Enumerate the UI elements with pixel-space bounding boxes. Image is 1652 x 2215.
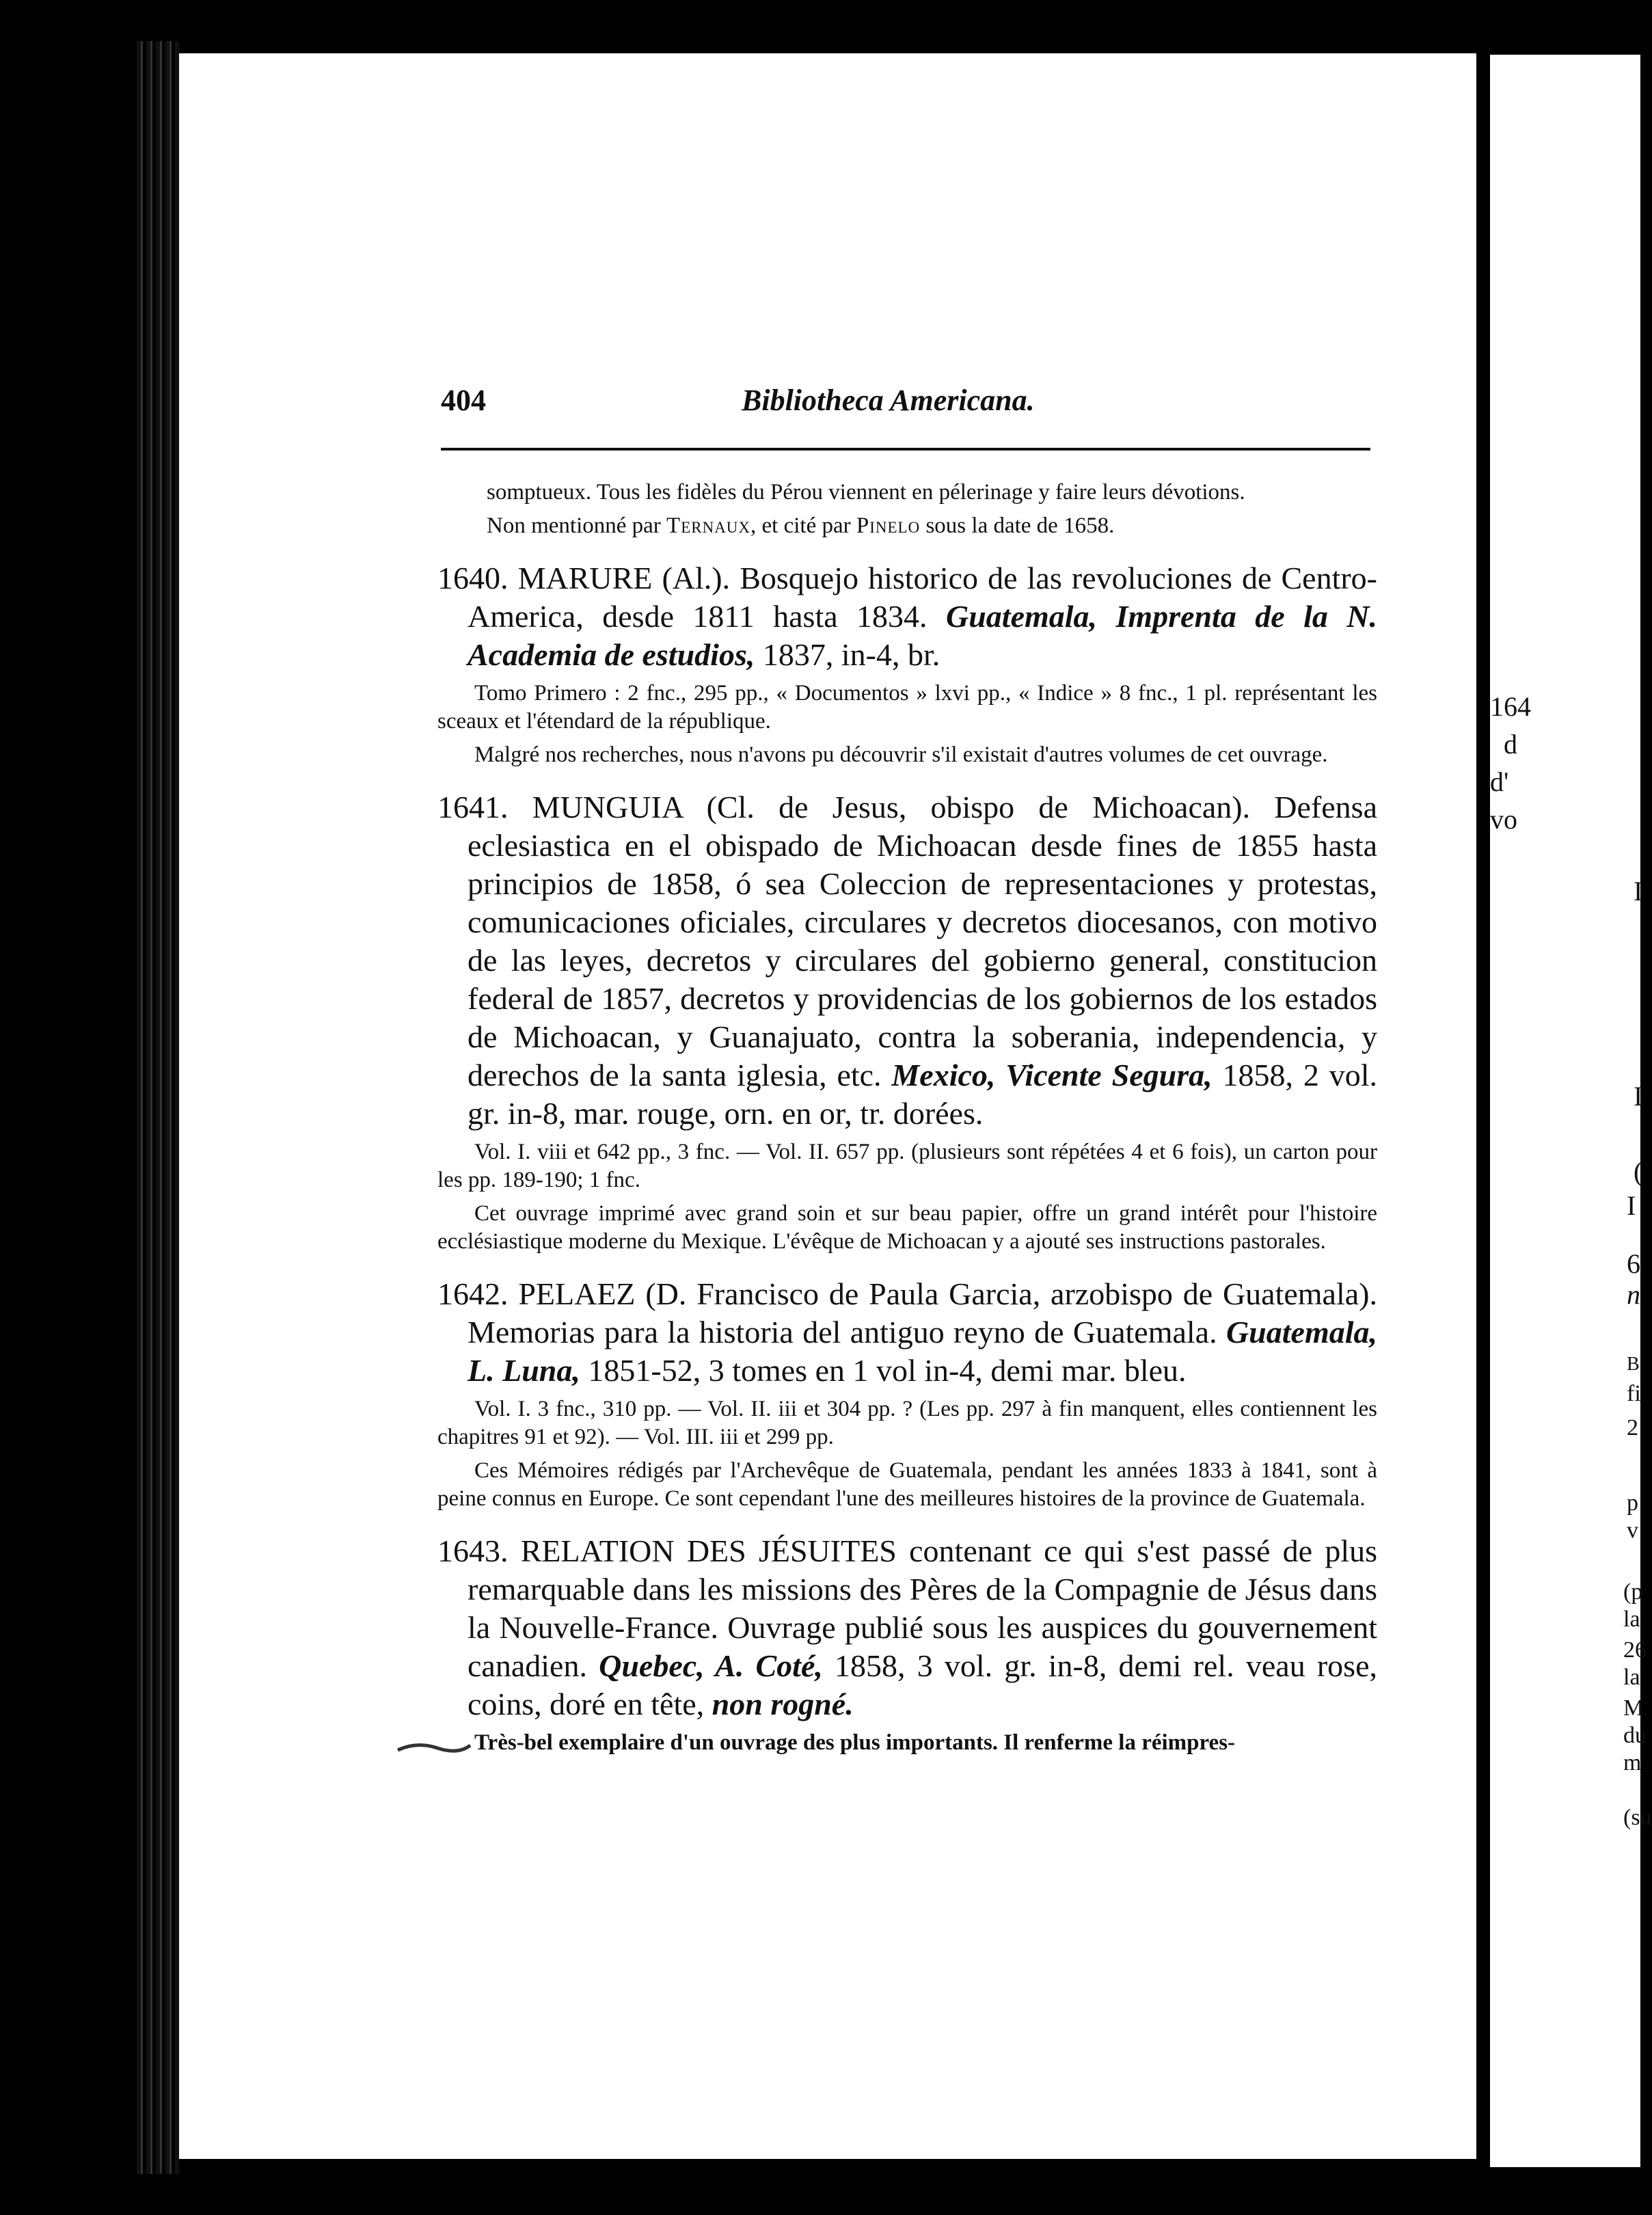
entry-note: Malgré nos recherches, nous n'avons pu découvrir s'il existait d'autres volumes de cet ouvrage. — [474, 742, 1328, 767]
entry-note: Cet ouvrage imprimé avec grand soin et sur beau papier, offre un grand intérêt pour l'histoire ecclésiastique moderne du Mexique. L'évêque de Michoacan y a ajouté ses instructions pastorales. — [437, 1201, 1377, 1254]
next-page-text: n — [1627, 1279, 1640, 1310]
entry-number: 1643. — [437, 1533, 509, 1568]
entry-format: 1858, 3 vol. gr. in-8, demi rel. veau rose, coins, doré en tête, — [468, 1648, 1377, 1721]
next-page-text: fi — [1627, 1381, 1641, 1406]
entry-imprint: Guatemala, Imprenta de la N. Academia de estudios, — [468, 599, 1377, 672]
next-page-text: vo — [1490, 804, 1517, 835]
entry-imprint: Quebec, A. Coté, — [599, 1648, 823, 1683]
next-page-text: m — [1623, 1750, 1642, 1775]
next-page-text: B — [1627, 1354, 1640, 1375]
entry-note: Vol. I. viii et 642 pp., 3 fnc. — Vol. II. 657 pp. (plusieurs sont répétées 4 et 6 fois), un carton pour les pp. 189-190; 1 fnc. — [437, 1140, 1377, 1192]
author-name: Pinelo — [856, 513, 921, 538]
entry-title — [437, 1275, 1377, 1390]
catalogue-entry — [437, 559, 1377, 769]
next-page-text: I — [1634, 876, 1643, 907]
entry-imprint: Guatemala, L. Luna, — [468, 1315, 1377, 1388]
catalogue-text — [437, 479, 1377, 1762]
entry-number: 1642. — [437, 1276, 509, 1311]
entry-format: 1837, in-4, br. — [755, 637, 940, 672]
pen-mark — [396, 1740, 472, 1760]
entry-title — [437, 1532, 1377, 1723]
next-page-text: p — [1627, 1490, 1638, 1516]
next-page-text: 26 — [1623, 1637, 1647, 1663]
catalogue-entry — [437, 1532, 1377, 1757]
intro-note — [437, 512, 1377, 540]
entry-description: PELAEZ (D. Francisco de Paula Garcia, arzobispo de Guatemala). Memorias para la historia del antiguo reyno de Guatemala. — [468, 1276, 1377, 1350]
next-page-text: ( — [1634, 1156, 1643, 1187]
page-number: 404 — [441, 384, 486, 417]
next-page-text: d' — [1490, 766, 1509, 797]
intro-text: Non mentionné par — [487, 513, 667, 538]
next-page-text: v — [1627, 1518, 1638, 1543]
entry-note: Ces Mémoires rédigés par l'Archevêque de Guatemala, pendant les années 1833 à 1841, sont à peine connus en Europe. Ce sont cependant l'une des meilleures histoires de la province de Guatemala. — [437, 1458, 1377, 1511]
author-name: Ternaux — [666, 513, 751, 538]
intro-continuation — [437, 479, 1377, 507]
next-page-text: la — [1623, 1665, 1640, 1690]
catalogue-entry — [437, 788, 1377, 1256]
entry-description: RELATION DES JÉSUITES contenant ce qui s'est passé de plus remarquable dans les missions des Pères de la Compagnie de Jésus dans la Nouvelle-France. Ouvrage publié sous les auspices du gouvernement canadien. — [468, 1533, 1377, 1683]
entry-imprint: Mexico, Vicente Segura, — [891, 1058, 1213, 1092]
adjacent-page-fragment — [1490, 55, 1652, 2167]
entry-note: Tomo Primero : 2 fnc., 295 pp., « Documentos » lxvi pp., « Indice » 8 fnc., 1 pl. représentant les sceaux et l'étendard de la république. — [437, 681, 1377, 734]
entry-condition: non rogné. — [712, 1687, 854, 1721]
next-page-text: 164 — [1490, 691, 1531, 722]
entry-number: 1641. — [437, 790, 509, 824]
entry-title — [437, 559, 1377, 674]
entry-format: 1851-52, 3 tomes en 1 vol in-4, demi mar. bleu. — [580, 1353, 1187, 1388]
intro-text: , et cité par — [750, 513, 856, 538]
entry-description: MARURE (Al.). Bosquejo historico de las revoluciones de Centro-America, desde 1811 hasta 1834. — [468, 561, 1377, 634]
running-title: Bibliotheca Americana. — [742, 384, 1035, 417]
entry-title — [437, 788, 1377, 1133]
next-page-text: M — [1623, 1695, 1644, 1721]
next-page-text: du — [1623, 1723, 1647, 1748]
next-page-text: I — [1627, 1190, 1636, 1221]
entry-note: Très-bel exemplaire d'un ouvrage des plus importants. Il renferme la réimpres- — [474, 1730, 1236, 1755]
next-page-text: 6 — [1627, 1248, 1640, 1279]
intro-text: sous la date de 1658. — [920, 513, 1115, 538]
next-page-text: d — [1504, 729, 1517, 760]
page-gutter — [1476, 0, 1490, 2215]
intro-text: somptueux. Tous les fidèles du Pérou viennent en pélerinage y faire leurs dévotions. — [487, 480, 1245, 505]
page-header — [441, 383, 1374, 417]
catalogue-entry — [437, 1275, 1377, 1513]
book-binding-edge — [137, 41, 179, 2174]
entry-description: MUNGUIA (Cl. de Jesus, obispo de Michoacan). Defensa eclesiastica en el obispado de Michoacan desde fines de 1855 hasta principios de 1858, ó sea Coleccion de representaciones y protestas, comunicaciones oficiales, circulares y decretos diocesanos, con motivo de las leyes, decretos y circulares del gobierno general, constitucion federal de 1857, decretos y providencias de los gobiernos de los estados de Michoacan, y Guanajuato, contra la soberania, independencia, y derechos de la santa iglesia, etc. — [468, 790, 1377, 1092]
entry-note: Vol. I. 3 fnc., 310 pp. — Vol. II. iii et 304 pp. ? (Les pp. 297 à fin manquent, elles contiennent les chapitres 91 et 92). — Vol. III. iii et 299 pp. — [437, 1397, 1377, 1449]
entry-number: 1640. — [437, 561, 509, 595]
entry-format: 1858, 2 vol. gr. in-8, mar. rouge, orn. en or, tr. dorées. — [468, 1058, 1377, 1131]
next-page-text: I — [1634, 1081, 1643, 1112]
header-rule — [441, 448, 1370, 451]
next-page-text: 2 — [1627, 1415, 1638, 1440]
next-page-text: (su — [1623, 1805, 1652, 1830]
next-page-text: (p — [1623, 1579, 1643, 1605]
next-page-text: la — [1623, 1607, 1640, 1632]
